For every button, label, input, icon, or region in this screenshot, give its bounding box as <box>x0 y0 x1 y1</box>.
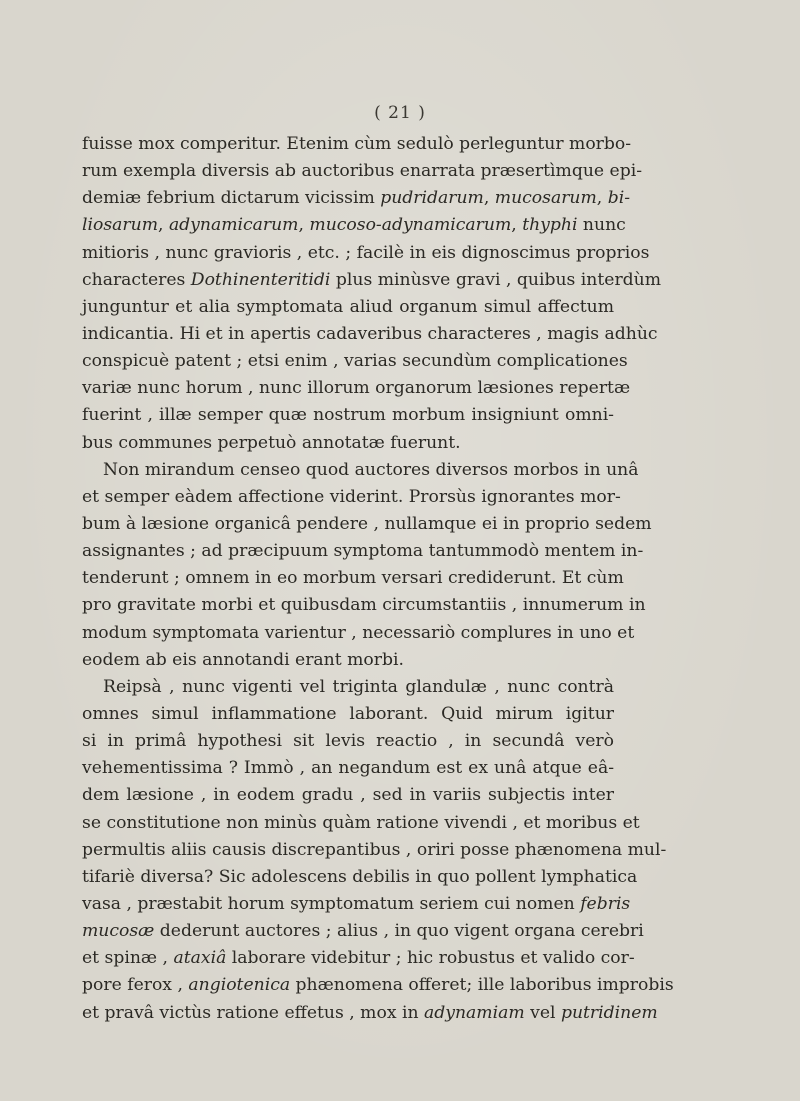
text-line <box>82 647 614 674</box>
text-segment: mitioris , nunc gravioris , etc. ; facilè in eis dignoscimus proprios <box>82 242 650 263</box>
text-segment: fuisse mox comperitur. Etenim cùm sedulò perleguntur morbo- <box>82 134 632 154</box>
italic-text-segment: bi- <box>607 188 631 209</box>
text-line <box>82 158 643 185</box>
text-segment: bum à læsione organicâ pendere , nullamque ei in proprio sedem <box>82 513 652 534</box>
text-segment: nunc <box>577 215 626 236</box>
text-segment: vasa , præstabit horum symptomatum seriem cui nomen <box>82 893 581 914</box>
body-text <box>82 131 674 1027</box>
text-segment: vehementissima ? Immò , an negandum est ex unâ atque eâ- <box>82 758 614 779</box>
text-line <box>82 185 631 212</box>
text-line <box>82 864 638 891</box>
italic-text-segment: mucosæ <box>82 921 155 942</box>
italic-text-segment: putridinem <box>560 1002 658 1023</box>
text-line <box>82 755 614 782</box>
text-segment: se constitutione non minùs quàm ratione vivendi , et moribus et <box>82 812 640 833</box>
text-segment: demiæ febrium dictarum vicissim <box>82 188 381 209</box>
italic-text-segment: febris <box>580 893 631 914</box>
text-line <box>82 782 614 809</box>
text-segment: fuerint , illæ semper quæ nostrum morbum insigniunt omni- <box>82 405 614 426</box>
text-segment: , <box>596 188 608 209</box>
text-segment: eodem ab eis annotandi erant morbi. <box>82 649 404 670</box>
text-segment: variæ nunc horum , nunc illorum organorum læsiones repertæ <box>82 378 631 399</box>
text-line <box>82 294 614 321</box>
text-segment: tifariè diversa? Sic adolescens debilis in quo pollent lymphatica <box>82 866 638 887</box>
text-segment: , <box>158 215 169 236</box>
text-line <box>82 945 635 972</box>
text-segment: laborare videbitur ; hic robustus et valido cor- <box>226 948 635 969</box>
text-line <box>82 511 652 538</box>
text-line <box>82 972 674 999</box>
text-segment: bus communes perpetuò annotatæ fuerunt. <box>82 432 461 453</box>
text-line <box>82 538 644 565</box>
text-segment: et pravâ victùs ratione effetus , mox in <box>82 1002 425 1023</box>
text-line <box>82 430 614 457</box>
text-segment: , <box>298 215 310 236</box>
text-segment: dem læsione , in eodem gradu , sed in variis subjectis inter <box>82 785 614 806</box>
italic-text-segment: mucosarum <box>494 188 597 209</box>
italic-text-segment: adynamicarum <box>168 215 299 236</box>
italic-text-segment: liosarum <box>82 215 158 236</box>
text-line <box>82 348 628 375</box>
text-line <box>82 240 650 267</box>
text-segment: , <box>511 215 523 236</box>
text-segment: pore ferox , <box>82 975 189 996</box>
text-segment: Non mirandum censeo quod auctores diversos morbos in unâ <box>103 459 639 480</box>
text-segment: vel <box>524 1002 561 1023</box>
text-line <box>82 484 621 511</box>
text-line <box>82 565 624 592</box>
text-segment: junguntur et alia symptomata aliud organum simul affectum <box>82 296 614 317</box>
text-line <box>82 402 614 429</box>
text-segment: si in primâ hypothesi sit levis reactio , in secundâ verò <box>82 731 614 752</box>
text-segment: phænomena offeret; ille laboribus improbis <box>290 975 674 996</box>
italic-text-segment: pudridarum <box>380 188 484 209</box>
text-line <box>82 891 631 918</box>
text-segment: assignantes ; ad præcipuum symptoma tantummodò mentem in- <box>82 541 644 562</box>
text-line <box>82 457 639 484</box>
text-segment: modum symptomata varientur , necessariò complures in uno et <box>82 622 635 643</box>
text-segment: tenderunt ; omnem in eo morbum versari crediderunt. Et cùm <box>82 568 624 589</box>
page-number: ( 21 ) <box>374 103 426 123</box>
text-line <box>82 810 640 837</box>
text-line <box>82 701 614 728</box>
text-line <box>82 620 635 647</box>
text-line <box>82 212 626 239</box>
italic-text-segment: adynamiam <box>424 1002 525 1023</box>
text-line <box>82 131 632 158</box>
italic-text-segment: thyphi <box>522 215 578 236</box>
text-line <box>82 321 658 348</box>
italic-text-segment: Dothinenteritidi <box>190 269 331 290</box>
text-line <box>82 728 614 755</box>
text-segment: plus minùsve gravi , quibus interdùm <box>330 269 662 290</box>
text-segment: Reipsà , nunc vigenti vel triginta glandulæ , nunc contrà <box>103 676 614 697</box>
text-segment: omnes simul inflammatione laborant. Quid mirum igitur <box>82 703 614 724</box>
text-line <box>82 267 662 294</box>
text-segment: conspicuè patent ; etsi enim , varias secundùm complicationes <box>82 351 628 372</box>
text-line <box>82 837 667 864</box>
text-segment: et semper eàdem affectione viderint. Prorsùs ignorantes mor- <box>82 486 621 507</box>
text-line <box>82 375 631 402</box>
text-segment: pro gravitate morbi et quibusdam circumstantiis , innumerum in <box>82 595 646 616</box>
text-segment: rum exempla diversis ab auctoribus enarrata præsertìmque epi- <box>82 161 643 182</box>
text-segment: et spinæ , <box>82 948 174 969</box>
text-segment: characteres <box>82 269 191 290</box>
text-segment: dederunt auctores ; alius , in quo vigent organa cerebri <box>154 921 644 942</box>
text-line <box>82 674 614 701</box>
italic-text-segment: ataxiâ <box>173 948 227 969</box>
italic-text-segment: angiotenica <box>188 975 291 996</box>
text-line <box>82 1000 658 1027</box>
italic-text-segment: mucoso-adynamicarum <box>309 215 512 236</box>
text-segment: , <box>483 188 495 209</box>
text-line <box>82 592 646 619</box>
text-segment: permultis aliis causis discrepantibus , oriri posse phænomena mul- <box>82 839 667 860</box>
text-line <box>82 918 644 945</box>
text-segment: indicantia. Hi et in apertis cadaveribus characteres , magis adhùc <box>82 323 658 344</box>
